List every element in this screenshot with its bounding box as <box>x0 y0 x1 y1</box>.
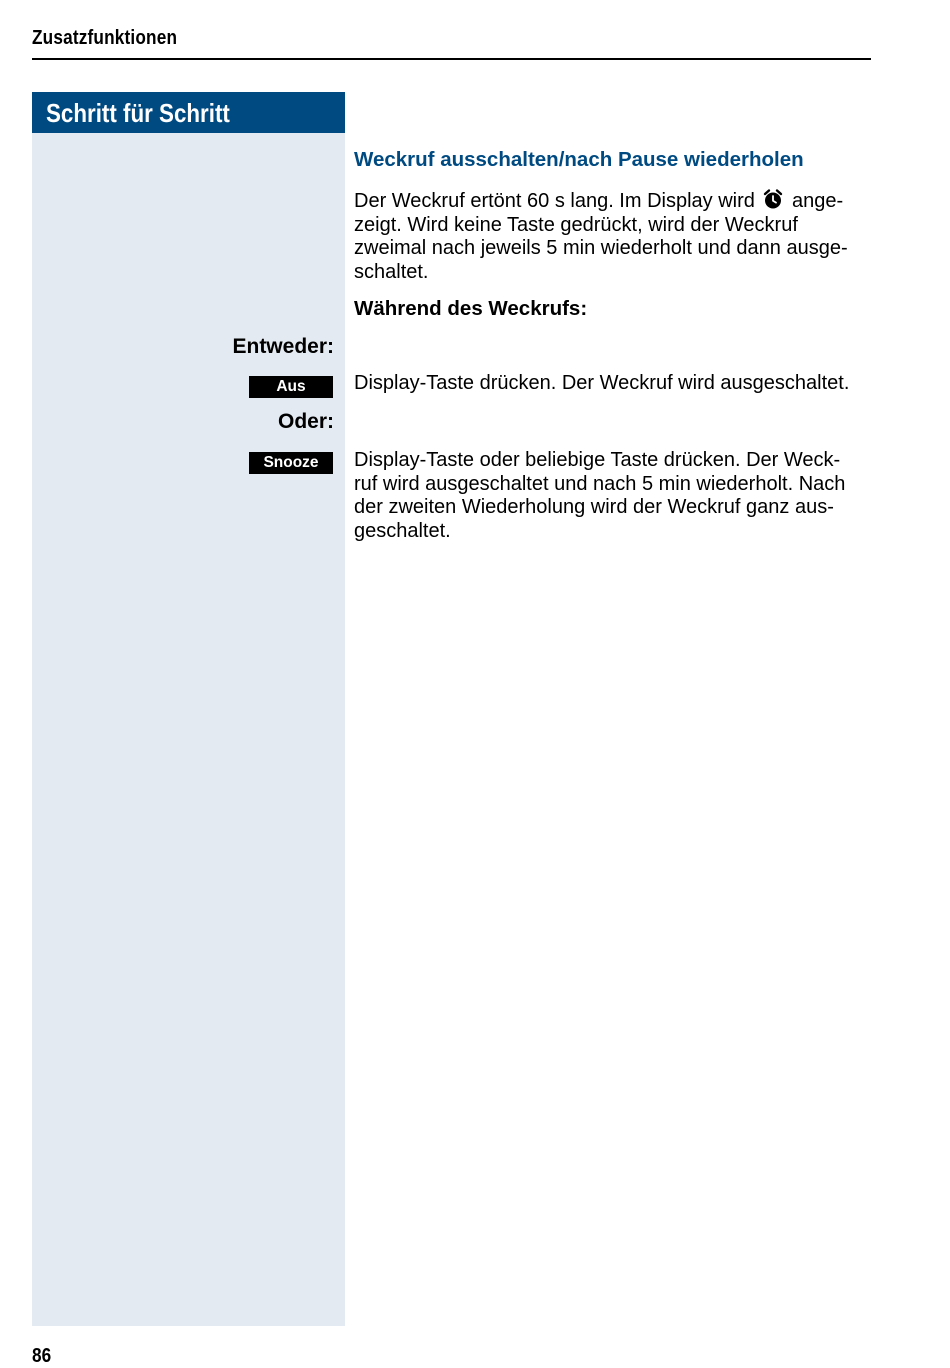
header-rule <box>32 58 871 60</box>
snooze-softkey[interactable]: Snooze <box>249 452 333 474</box>
snooze-line-4: geschaltet. <box>354 520 451 543</box>
snooze-line-1: Display-Taste oder beliebige Taste drücken. Der Weck- <box>354 449 841 471</box>
intro-line-3: zweimal nach jeweils 5 min wiederholt und dann ausge- <box>354 237 848 260</box>
section-title: Weckruf ausschalten/nach Pause wiederholen <box>354 148 804 171</box>
off-step-text <box>354 372 874 396</box>
intro-paragraph <box>354 188 874 285</box>
chapter-title: Zusatzfunktionen <box>32 27 178 49</box>
or-label: Oder: <box>277 410 334 433</box>
intro-line-1b: ange- <box>792 190 844 212</box>
off-step-line: Display-Taste drücken. Der Weckruf wird ausgeschaltet. <box>354 372 850 394</box>
during-alarm-label: Während des Weckrufs: <box>354 297 588 320</box>
either-label: Entweder: <box>232 335 334 358</box>
sidebar-column <box>32 92 345 1326</box>
snooze-step-text <box>354 449 874 544</box>
intro-line-1a: Der Weckruf ertönt 60 s lang. Im Display wird <box>354 190 755 212</box>
intro-line-2: zeigt. Wird keine Taste gedrückt, wird der Weckruf <box>354 213 798 236</box>
alarm-clock-icon <box>762 188 784 210</box>
sidebar-title: Schritt für Schritt <box>46 98 230 128</box>
snooze-line-2: ruf wird ausgeschaltet und nach 5 min wiederholt. Nach <box>354 472 846 495</box>
snooze-line-3: der zweiten Wiederholung wird der Weckruf ganz aus- <box>354 496 834 519</box>
page-number: 86 <box>32 1345 52 1367</box>
sidebar-header <box>32 92 345 133</box>
intro-line-4: schaltet. <box>354 261 429 284</box>
off-softkey[interactable]: Aus <box>249 376 333 398</box>
